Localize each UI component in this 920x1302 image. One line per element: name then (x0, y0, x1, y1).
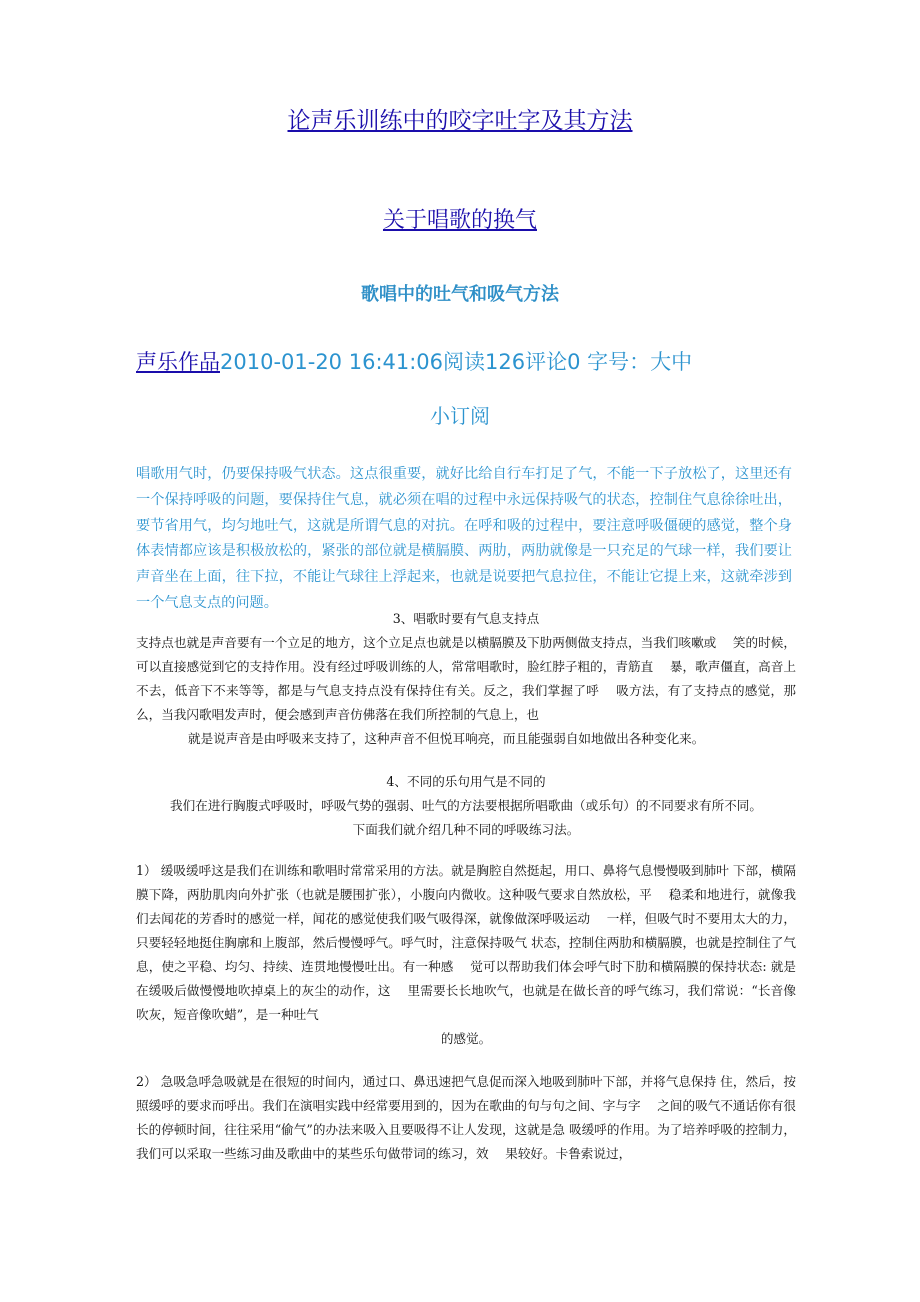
section-4-line-2: 下面我们就介绍几种不同的呼吸练习法。 (352, 822, 580, 837)
intro-paragraph: 唱歌用气时，仍要保持吸气状态。这点很重要，就好比给自行车打足了气，不能一下子放松了，这里还有一个保持呼吸的问题，要保持住气息，就必须在唱的过程中永远保持吸气的状态，控制住气息徐徐吐出，要节省用气，均匀地吐气，这就是所谓气息的对抗。在呼和吸的过程中，要注意呼吸僵硬的感觉，整个身体表情都应该是积极放松的，紧张的部位就是横膈膜、两肋，两肋就像是一只充足的气球一样，我们要让声音坐在上面，往下拉，不能让气球往上浮起来，也就是说要把气息拉住，不能让它提上来，这就牵涉到一个气息支点的问题。 (136, 466, 792, 611)
method-2 (136, 1070, 796, 1166)
method-1 (136, 859, 796, 1051)
section-4-line-1: 我们在进行胸腹式呼吸时，呼吸气势的强弱、吐气的方法要根据所唱歌曲（或乐句）的不同要求有所不同。 (170, 798, 762, 813)
meta-datetime-read: 2010-01-20 16:41:06阅读126评论0 字号：大中 (220, 350, 693, 374)
method-2-body: 2） 急吸急呼急吸就是在很短的时间内，通过口、鼻迅速把气息促而深入地吸到肺叶下部，并将气息保持 住，然后，按照缓呼的要求而呼出。我们在演唱实践中经常要用到的，因为在歌曲的句与句之间、字与字 之间的吸气不通话你有很长的停顿时间，往往采用“偷气”的办法来吸入且要吸得不让人发现，这就是急 吸缓呼的作用。为了培养呼吸的控制力，我们可以采取一些练习曲及歌曲中的某些乐句做带词的练习，效 果较好。卡鲁索说过， (136, 1074, 796, 1161)
section-4 (136, 770, 796, 842)
article-link-articulation[interactable]: 论声乐训练中的咬字吐字及其方法 (287, 108, 633, 134)
section-4-heading: 4、不同的乐句用气是不同的 (386, 774, 546, 789)
meta-line (136, 346, 796, 376)
section-3-heading: 3、唱歌时要有气息支持点 (392, 611, 540, 626)
article-link-breath-change[interactable]: 关于唱歌的换气 (382, 208, 537, 233)
category-link[interactable]: 声乐作品 (136, 350, 220, 374)
method-1-body: 1） 缓吸缓呼这是我们在训练和歌唱时常常采用的方法。就是胸腔自然挺起，用口、鼻将气息慢慢吸到肺叶 下部，横隔膜下降，两肋肌肉向外扩张（也就是腰围扩张），小腹向内微收。这种吸气要求自然放松，平 稳柔和地进行，就像我们去闻花的芳香时的感觉一样，闻花的感觉使我们吸气吸得深，就像做深呼吸运动 一样，但吸气时不要用太大的力，只要轻轻地挺住胸廓和上腹部，然后慢慢呼气。呼气时，注意保持吸气 状态，控制住两肋和横膈膜，也就是控制住了气息，使之平稳、均匀、持续、连贯地慢慢吐出。有一种感 觉可以帮助我们体会呼气时下肋和横隔膜的保持状态: 就是在缓吸后做慢慢地吹掉桌上的灰尘的动作，这 里需要长长地吹气，也就是在做长音的呼气练习，我们常说：“长音像吹灰，短音像吹蜡”，是一种吐气 (136, 863, 796, 1022)
section-3 (136, 607, 796, 751)
section-3-last-line: 就是说声音是由呼吸来支持了，这种声音不但悦耳响亮，而且能强弱自如地做出各种变化来。 (188, 731, 705, 746)
meta-subscribe: 小订阅 (430, 404, 490, 428)
method-1-last-line: 的感觉。 (440, 1031, 492, 1046)
section-title: 歌唱中的吐气和吸气方法 (361, 284, 559, 305)
section-3-body: 支持点也就是声音要有一个立足的地方，这个立足点也就是以横膈膜及下肋两侧做支持点，当我们咳嗽或 笑的时候，可以直接感觉到它的支持作用。没有经过呼吸训练的人，常常唱歌时，脸红脖子粗的，青筋直 暴，歌声僵直，高音上不去，低音下不来等等，都是与气息支持点没有保持住有关。反之，我们掌握了呼 吸方法，有了支持点的感觉，那么，当我闪歌唱发声时，便会感到声音仿佛落在我们所控制的气息上，也 (136, 635, 796, 722)
